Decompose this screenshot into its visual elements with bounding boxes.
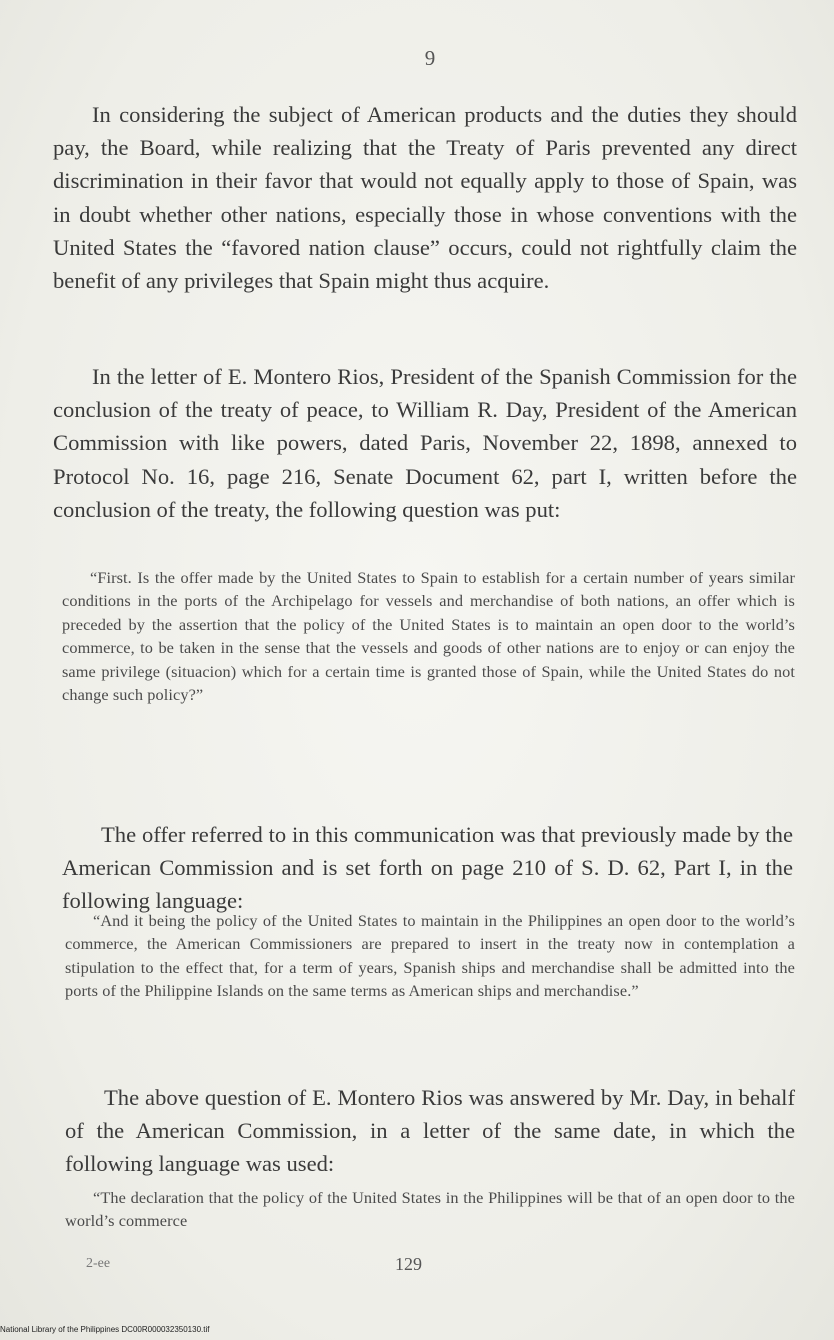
archive-footer-id: National Library of the Philippines DC00R000032350130.tif (0, 1325, 210, 1334)
paragraph-day-answer: The above question of E. Montero Rios was answered by Mr. Day, in behalf of the American Commission, in a letter of the same date, in which the following language was used: (65, 1085, 795, 1177)
quote-declaration: “The declaration that the policy of the United States in the Philippines will be that of an open door to the world’s commerce (65, 1188, 795, 1231)
quote-first-question: “First. Is the offer made by the United States to Spain to establish for a certain number of years similar conditions in the ports of the Archipelago for vessels and merchandise of both nations, an offer which is preceded by the assertion that the policy of the United States is to maintain an open door to the world’s commerce, to be taken in the sense that the vessels and goods of other nations are to enjoy or can enjoy the same privilege (situacion) which for a certain time is granted those of Spain, while the United States do not change such policy?” (62, 568, 795, 705)
folio-number: 129 (395, 1254, 422, 1274)
page-number: 9 (424, 46, 436, 70)
paragraph-american-products: In considering the subject of American products and the duties they should pay, the Board, while realizing that the Treaty of Paris prevented any direct discrimination in their favor that would not equally apply to those of Spain, was in doubt whether other nations, especially those in whose conventions with the United States the “favored nation clause” occurs, could not rightfully claim the benefit of any privileges that Spain might thus acquire. (53, 102, 797, 294)
paragraph-montero-rios-letter: In the letter of E. Montero Rios, President of the Spanish Commission for the conclusion of the treaty of peace, to William R. Day, President of the American Commission with like powers, dated Paris, November 22, 1898, annexed to Protocol No. 16, page 216, Senate Document 62, part I, written before the conclusion of the treaty, the following question was put: (53, 364, 797, 522)
quote-open-door-policy: “And it being the policy of the United States to maintain in the Philippines an open door to the world’s commerce, the American Commissioners are prepared to insert in the treaty now in contemplation a stipulation to the effect that, for a term of years, Spanish ships and merchandise shall be admitted into the ports of the Philippine Islands on the same terms as American ships and merchandise.” (65, 911, 795, 1001)
signature-mark: 2-ee (86, 1256, 111, 1271)
paragraph-offer-referred: The offer referred to in this communication was that previously made by the American Commission and is set forth on page 210 of S. D. 62, Part I, in the following language: (62, 822, 793, 914)
